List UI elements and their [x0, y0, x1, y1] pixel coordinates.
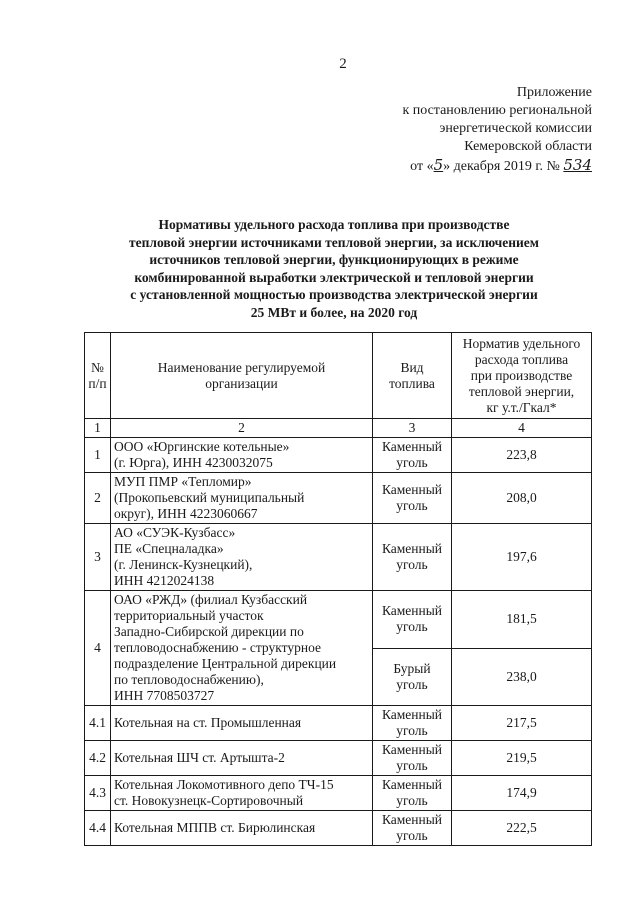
document-title — [96, 216, 572, 322]
organization-name — [111, 776, 373, 811]
column-number: 2 — [111, 419, 373, 438]
organization-name-line: Западно-Сибирской дирекции по — [114, 624, 304, 639]
fuel-type — [373, 524, 452, 591]
organization-name-line: Котельная на ст. Промышленная — [114, 715, 302, 730]
fuel-type — [373, 591, 452, 649]
header-norm-line: расхода топлива — [474, 351, 569, 367]
organization-name-line: ООО «Юргинские котельные» — [114, 439, 290, 454]
row-number: 1 — [85, 438, 111, 473]
fuel-type-line: уголь — [396, 557, 428, 572]
title-line: тепловой энергии источниками тепловой энергии, за исключением — [129, 234, 539, 250]
fuel-type-line: уголь — [396, 455, 428, 470]
organization-name-line: тепловодоснабжению - структурное — [114, 640, 321, 655]
title-line: Нормативы удельного расхода топлива при производстве — [158, 217, 510, 232]
row-number: 4.3 — [85, 776, 111, 811]
appendix-line: Кемеровской области — [464, 139, 592, 154]
norm-value: 208,0 — [452, 473, 592, 524]
fuel-type-line: Каменный — [381, 439, 443, 454]
column-number-row — [85, 419, 592, 438]
header-num — [85, 333, 111, 419]
header-name — [111, 333, 373, 419]
organization-name-line: ст. Новокузнецк-Сортировочный — [114, 793, 304, 808]
norm-value: 217,5 — [452, 706, 592, 741]
table-row — [85, 776, 592, 811]
organization-name-line: подразделение Центральной дирекции — [114, 656, 337, 671]
header-norm-line: тепловой энергии, — [468, 383, 575, 399]
fuel-type-line: уголь — [396, 676, 428, 692]
fuel-type-line: Каменный — [381, 742, 443, 757]
fuel-type — [373, 438, 452, 473]
organization-name — [111, 524, 373, 591]
norm-value: 197,6 — [452, 524, 592, 591]
organization-name-line: АО «СУЭК-Кузбасс» — [114, 525, 236, 540]
header-num-line: п/п — [88, 375, 107, 391]
header-name-line: Наименование регулируемой — [157, 359, 326, 375]
header-num-line: № — [91, 359, 104, 375]
fuel-type-line: Каменный — [381, 541, 443, 556]
table-row — [85, 591, 592, 649]
fuel-type-line: уголь — [396, 619, 428, 635]
appendix-line: энергетической комиссии — [439, 121, 592, 136]
organization-name — [111, 438, 373, 473]
fuel-type — [373, 811, 452, 846]
table-header-row — [85, 333, 592, 419]
header-name-line: организации — [205, 375, 278, 391]
row-number: 3 — [85, 524, 111, 591]
table-row — [85, 706, 592, 741]
organization-name — [111, 473, 373, 524]
table-row — [85, 473, 592, 524]
fuel-type — [373, 473, 452, 524]
fuel-type — [373, 648, 452, 706]
organization-name-line: Котельная МППВ ст. Бирюлинская — [114, 820, 316, 835]
date-middle: » декабря 2019 г. № — [443, 159, 560, 174]
handwritten-decree-number: 534 — [563, 156, 592, 174]
fuel-type-line: уголь — [396, 828, 428, 843]
row-number: 4 — [85, 591, 111, 706]
organization-name — [111, 706, 373, 741]
fuel-type-line: уголь — [396, 723, 428, 738]
organization-name-line: ПЕ «Спецналадка» — [114, 541, 224, 556]
title-line: комбинированной выработки электрической и тепловой энергии — [134, 269, 534, 285]
norm-value: 222,5 — [452, 811, 592, 846]
fuel-type-line: Бурый — [393, 660, 431, 676]
header-norm — [452, 333, 592, 419]
fuel-type — [373, 706, 452, 741]
header-norm-line: кг у.т./Гкал* — [486, 399, 557, 415]
appendix-line: Приложение — [516, 85, 592, 100]
organization-name-line: ОАО «РЖД» (филиал Кузбасский — [114, 592, 308, 607]
fuel-type-line: уголь — [396, 793, 428, 808]
header-fuel-line: топлива — [389, 375, 435, 391]
appendix-block — [330, 84, 592, 176]
norm-value: 174,9 — [452, 776, 592, 811]
organization-name — [111, 741, 373, 776]
organization-name — [111, 811, 373, 846]
organization-name-line: территориальный участок — [114, 608, 264, 623]
header-norm-line: при производстве — [470, 367, 573, 383]
organization-name-line: Котельная ШЧ ст. Артышта-2 — [114, 750, 285, 765]
title-line: с установленной мощностью производства электрической энергии — [130, 287, 538, 303]
organization-name-line: ИНН 7708503727 — [114, 688, 215, 703]
fuel-type-line: Каменный — [381, 707, 443, 722]
norm-value: 219,5 — [452, 741, 592, 776]
row-number: 4.1 — [85, 706, 111, 741]
table-row — [85, 741, 592, 776]
organization-name-line: Котельная Локомотивного депо ТЧ-15 — [114, 777, 334, 792]
fuel-type — [373, 776, 452, 811]
norm-value: 238,0 — [452, 648, 592, 706]
organization-name-line: округ), ИНН 4223060667 — [114, 506, 258, 521]
fuel-type-line: Каменный — [381, 482, 443, 497]
norm-value: 181,5 — [452, 591, 592, 649]
header-fuel-line: Вид — [400, 359, 424, 375]
title-line: источников тепловой энергии, функционирующих в режиме — [149, 252, 519, 268]
table-row — [85, 811, 592, 846]
norm-value: 223,8 — [452, 438, 592, 473]
table-body — [85, 438, 592, 846]
header-fuel — [373, 333, 452, 419]
handwritten-day: 5 — [433, 156, 444, 174]
fuel-type-line: уголь — [396, 498, 428, 513]
header-norm-line: Норматив удельного — [462, 335, 581, 351]
decree-date-line — [330, 156, 592, 176]
fuel-type — [373, 741, 452, 776]
table-row — [85, 438, 592, 473]
organization-name-line: по тепловодоснабжению), — [114, 672, 264, 687]
table-row — [85, 524, 592, 591]
organization-name — [111, 591, 373, 706]
column-number: 4 — [452, 419, 592, 438]
title-line: 25 МВт и более, на 2020 год — [250, 304, 418, 320]
fuel-type-line: Каменный — [381, 777, 443, 792]
column-number: 1 — [85, 419, 111, 438]
row-number: 4.4 — [85, 811, 111, 846]
organization-name-line: ИНН 4212024138 — [114, 573, 215, 588]
row-number: 2 — [85, 473, 111, 524]
fuel-type-line: Каменный — [381, 812, 443, 827]
page-number: 2 — [339, 56, 347, 72]
appendix-line: к постановлению региональной — [402, 103, 592, 118]
organization-name-line: МУП ПМР «Тепломир» — [114, 474, 252, 489]
norms-table — [84, 332, 592, 846]
organization-name-line: (Прокопьевский муниципальный — [114, 490, 305, 505]
organization-name-line: (г. Ленинск-Кузнецкий), — [114, 557, 253, 572]
fuel-type-line: Каменный — [381, 603, 443, 619]
date-prefix: от « — [410, 159, 434, 174]
fuel-type-line: уголь — [396, 758, 428, 773]
organization-name-line: (г. Юрга), ИНН 4230032075 — [114, 455, 273, 470]
row-number: 4.2 — [85, 741, 111, 776]
column-number: 3 — [373, 419, 452, 438]
